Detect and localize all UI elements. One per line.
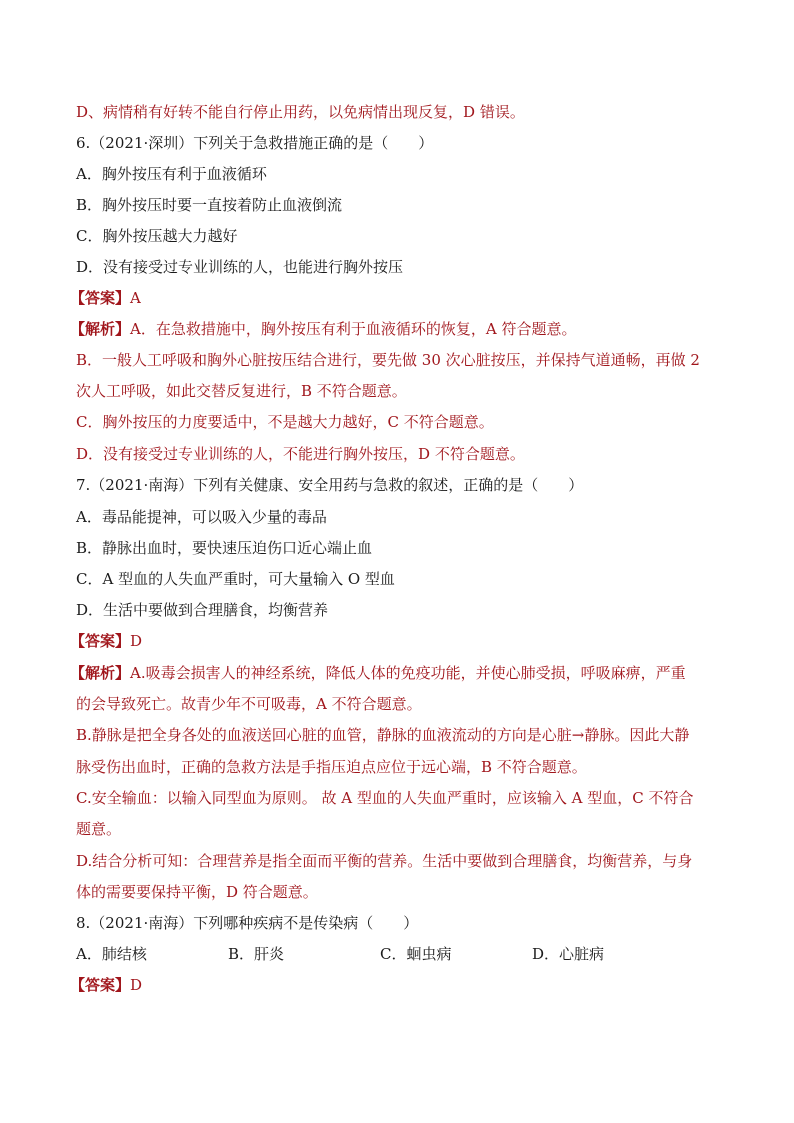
q8-stem: 8.（2021·南海）下列哪种疾病不是传染病（ ） (76, 914, 419, 932)
analysis-tag: 【解析】 (70, 664, 131, 682)
analysis-tag: 【解析】 (70, 320, 131, 338)
q6-option-c: C．胸外按压越大力越好 (76, 227, 238, 245)
answer-value: D (130, 632, 143, 650)
answer-value: D (130, 976, 143, 994)
q7-option-d: D．生活中要做到合理膳食，均衡营养 (76, 601, 329, 619)
q7-analysis-a-line1 (70, 662, 720, 684)
q8-option-d: D．心脏病 (532, 945, 605, 963)
answer-value: A (130, 289, 141, 307)
q7-analysis-b-line1: B.静脉是把全身各处的血液送回心脏的血管，静脉的血液流动的方向是心脏→静脉。因此大静 (76, 726, 690, 744)
q8-option-c: C．蛔虫病 (380, 945, 452, 963)
q6-analysis-a (70, 318, 720, 340)
q6-analysis-c: C．胸外按压的力度要适中，不是越大力越好，C 不符合题意。 (76, 413, 494, 431)
q6-option-b: B．胸外按压时要一直按着防止血液倒流 (76, 196, 343, 214)
q7-analysis-d-line1: D.结合分析可知：合理营养是指全面而平衡的营养。生活中要做到合理膳食，均衡营养，与身 (76, 852, 693, 870)
q7-analysis-b-line2: 脉受伤出血时，正确的急救方法是手指压迫点应位于远心端，B 不符合题意。 (76, 758, 587, 776)
answer-tag: 【答案】 (70, 289, 131, 307)
q8-option-b: B．肝炎 (228, 945, 285, 963)
q5-explanation-d: D、病情稍有好转不能自行停止用药，以免病情出现反复，D 错误。 (76, 103, 525, 121)
q6-answer (70, 287, 720, 309)
q7-stem: 7.（2021·南海）下列有关健康、安全用药与急救的叙述，正确的是（ ） (76, 476, 584, 494)
q8-answer (70, 974, 720, 996)
answer-tag: 【答案】 (70, 632, 131, 650)
q6-option-a: A．胸外按压有利于血液循环 (76, 165, 267, 183)
q7-analysis-a-line2: 的会导致死亡。故青少年不可吸毒，A 不符合题意。 (76, 695, 422, 713)
q7-analysis-d-line2: 体的需要要保持平衡，D 符合题意。 (76, 883, 318, 901)
q7-option-c: C．A 型血的人失血严重时，可大量输入 O 型血 (76, 570, 395, 588)
q8-options (76, 943, 726, 965)
q6-analysis-b-line1: B．一般人工呼吸和胸外心脏按压结合进行，要先做 30 次心脏按压，并保持气道通畅，再做 2 (76, 351, 700, 369)
q8-option-a: A．肺结核 (76, 945, 147, 963)
answer-tag: 【答案】 (70, 976, 131, 994)
q6-option-d: D．没有接受过专业训练的人，也能进行胸外按压 (76, 258, 404, 276)
q6-analysis-d: D．没有接受过专业训练的人，不能进行胸外按压，D 不符合题意。 (76, 445, 525, 463)
q7-analysis-c-line1: C.安全输血：以输入同型血为原则。 故 A 型血的人失血严重时，应该输入 A 型血，C 不符合 (76, 789, 694, 807)
q7-option-b: B．静脉出血时，要快速压迫伤口近心端止血 (76, 539, 373, 557)
q7-option-a: A．毒品能提神，可以吸入少量的毒品 (76, 508, 327, 526)
q7-answer (70, 630, 720, 652)
q7-analysis-c-line2: 题意。 (76, 820, 122, 838)
q6-analysis-b-line2: 次人工呼吸，如此交替反复进行，B 不符合题意。 (76, 382, 407, 400)
analysis-text: A．在急救措施中，胸外按压有利于血液循环的恢复，A 符合题意。 (130, 320, 577, 338)
q6-stem: 6.（2021·深圳）下列关于急救措施正确的是（ ） (76, 134, 434, 152)
analysis-text: A.吸毒会损害人的神经系统，降低人体的免疫功能，并使心肺受损，呼吸麻痹，严重 (130, 664, 686, 682)
